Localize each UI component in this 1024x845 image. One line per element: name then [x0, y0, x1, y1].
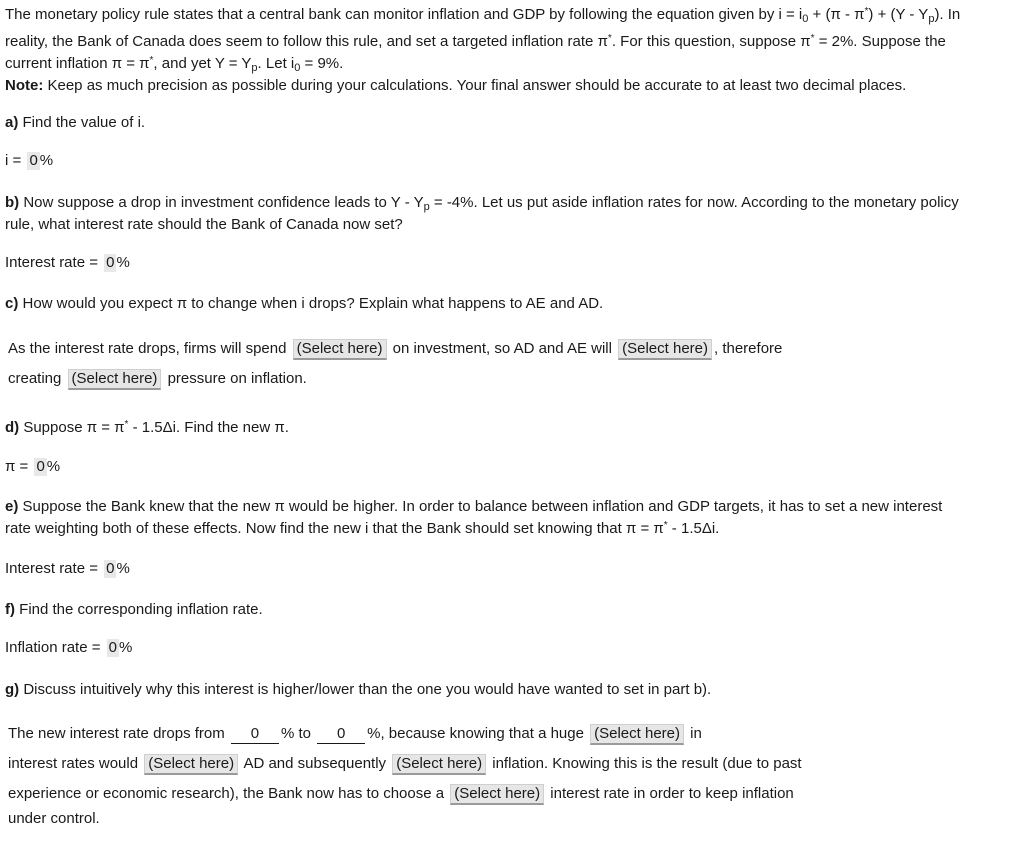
- dropdown-select[interactable]: (Select here): [618, 339, 712, 360]
- answer-text: experience or economic research), the Bank now has to choose a: [8, 785, 449, 802]
- answer-e: [5, 560, 130, 578]
- answer-unit: %: [116, 254, 130, 271]
- answer-unit: %: [116, 560, 130, 577]
- intro-line-3: [5, 55, 343, 73]
- question-label: e): [5, 498, 19, 515]
- answer-text: , therefore: [714, 340, 783, 357]
- question-text: Suppose the Bank knew that the new π would be higher. In order to balance between inflation and GDP targets, it has to set a new interest: [18, 498, 943, 515]
- answer-text: interest rates would: [8, 755, 143, 772]
- question-text: Suppose π = π: [19, 419, 125, 436]
- answer-blank-from[interactable]: 0: [231, 725, 279, 744]
- intro-text: + (π - π: [808, 6, 865, 23]
- dropdown-select[interactable]: (Select here): [392, 754, 486, 775]
- intro-text: . Let i: [257, 55, 295, 72]
- answer-text: interest rate in order to keep inflation: [546, 785, 794, 802]
- dropdown-select[interactable]: (Select here): [590, 724, 684, 745]
- question-label: d): [5, 419, 20, 436]
- question-a: [5, 114, 145, 132]
- question-b-line-2: [5, 216, 403, 234]
- answer-text: on investment, so AD and AE will: [388, 340, 617, 357]
- question-e-line-2: [5, 520, 719, 538]
- superscript: *: [864, 6, 869, 17]
- intro-text: . For this question, suppose π: [611, 33, 811, 50]
- answer-a: [5, 152, 53, 170]
- question-text: Find the corresponding inflation rate.: [15, 601, 263, 618]
- answer-text: % to: [280, 725, 316, 742]
- intro-text: current inflation π = π: [5, 55, 150, 72]
- subscript: p: [928, 13, 935, 25]
- intro-text: reality, the Bank of Canada does seem to follow this rule, and set a targeted inflation rate π: [5, 33, 608, 50]
- superscript: *: [810, 33, 815, 44]
- subscript: 0: [294, 62, 301, 74]
- subscript: p: [423, 201, 430, 213]
- answer-unit: %: [46, 458, 61, 475]
- dropdown-select[interactable]: (Select here): [144, 754, 238, 775]
- answer-text: inflation. Knowing this is the result (due to past: [488, 755, 802, 772]
- answer-g-line-4: [8, 810, 100, 828]
- answer-g-line-2: [8, 754, 802, 775]
- answer-input[interactable]: 0: [36, 458, 45, 475]
- question-label: a): [5, 114, 19, 131]
- superscript: *: [663, 520, 668, 531]
- answer-text: AD and subsequently: [240, 755, 391, 772]
- subscript: 0: [802, 13, 809, 25]
- question-label: g): [5, 681, 20, 698]
- answer-prefix: i =: [5, 152, 26, 169]
- question-label: c): [5, 295, 19, 312]
- answer-input[interactable]: 0: [106, 560, 115, 577]
- answer-text: under control.: [8, 810, 100, 827]
- intro-line-1: [5, 6, 960, 24]
- answer-text: pressure on inflation.: [163, 370, 307, 387]
- answer-prefix: Interest rate =: [5, 560, 103, 577]
- answer-f: [5, 639, 132, 657]
- dropdown-select[interactable]: (Select here): [450, 784, 544, 805]
- intro-text: = 2%. Suppose the: [814, 33, 946, 50]
- answer-text: The new interest rate drops from: [8, 725, 229, 742]
- question-label: b): [5, 194, 20, 211]
- answer-text: %, because knowing that a huge: [367, 725, 589, 742]
- question-text: = -4%. Let us put aside inflation rates for now. According to the monetary policy: [429, 194, 959, 211]
- answer-c-line-1: [8, 339, 782, 360]
- answer-blank-to[interactable]: 0: [317, 725, 365, 744]
- answer-prefix: π =: [5, 458, 33, 475]
- question-d: [5, 419, 289, 437]
- answer-prefix: Inflation rate =: [5, 639, 105, 656]
- dropdown-select[interactable]: (Select here): [68, 369, 162, 390]
- question-g: [5, 681, 711, 699]
- answer-text: As the interest rate drops, firms will spend: [8, 340, 291, 357]
- answer-g-line-1: [8, 724, 702, 745]
- question-label: f): [5, 601, 15, 618]
- answer-c-line-2: [8, 369, 307, 390]
- dropdown-select[interactable]: (Select here): [293, 339, 387, 360]
- answer-input[interactable]: 0: [106, 254, 115, 271]
- note-label: Note:: [5, 77, 44, 94]
- note-line: [5, 77, 906, 95]
- answer-d: [5, 458, 60, 476]
- question-text: - 1.5Δi.: [667, 520, 720, 537]
- question-text: rule, what interest rate should the Bank of Canada now set?: [5, 216, 403, 233]
- intro-text: ). In: [934, 6, 961, 23]
- question-text: How would you expect π to change when i drops? Explain what happens to AE and AD.: [18, 295, 604, 312]
- question-c: [5, 295, 603, 313]
- intro-line-2: [5, 33, 946, 51]
- answer-g-line-3: [8, 784, 794, 805]
- answer-text: in: [686, 725, 702, 742]
- intro-text: The monetary policy rule states that a central bank can monitor inflation and GDP by following the equation given by i = i: [5, 6, 803, 23]
- answer-input[interactable]: 0: [29, 152, 38, 169]
- question-text: Now suppose a drop in investment confidence leads to Y - Y: [19, 194, 424, 211]
- superscript: *: [607, 33, 612, 44]
- question-f: [5, 601, 263, 619]
- answer-input[interactable]: 0: [108, 639, 117, 656]
- intro-text: , and yet Y = Y: [153, 55, 252, 72]
- question-e-line-1: [5, 498, 942, 516]
- superscript: *: [149, 55, 154, 66]
- question-text: Discuss intuitively why this interest is higher/lower than the one you would have wanted to set in part b).: [19, 681, 712, 698]
- question-text: - 1.5Δi. Find the new π.: [128, 419, 289, 436]
- intro-text: = 9%.: [300, 55, 344, 72]
- subscript: p: [251, 62, 258, 74]
- answer-unit: %: [39, 152, 54, 169]
- question-text: rate weighting both of these effects. Now find the new i that the Bank should set knowing that π = π: [5, 520, 664, 537]
- note-text: Keep as much precision as possible during your calculations. Your final answer should be accurate to at least two decimal places.: [43, 77, 907, 94]
- superscript: *: [124, 419, 129, 430]
- answer-prefix: Interest rate =: [5, 254, 103, 271]
- answer-unit: %: [119, 639, 133, 656]
- question-text: Find the value of i.: [18, 114, 146, 131]
- answer-b: [5, 254, 130, 272]
- answer-text: creating: [8, 370, 66, 387]
- intro-text: ) + (Y - Y: [868, 6, 929, 23]
- question-b-line-1: [5, 194, 959, 212]
